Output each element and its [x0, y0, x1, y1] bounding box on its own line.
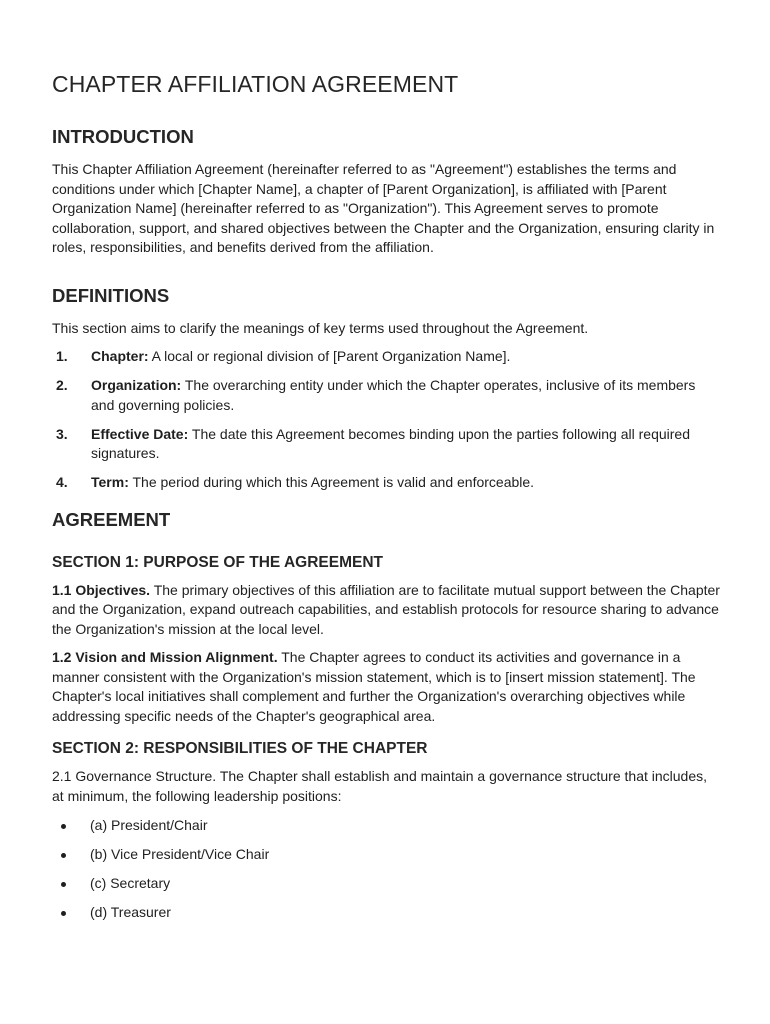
- role-label: (b) Vice President/Vice Chair: [90, 846, 270, 862]
- definition-number: 3.: [56, 425, 68, 442]
- clause-1-1: [52, 581, 720, 640]
- definition-term: Chapter:: [91, 348, 149, 364]
- definition-item: [52, 473, 720, 493]
- definition-number: 4.: [56, 474, 68, 490]
- definition-text: A local or regional division of [Parent Organization Name].: [148, 348, 511, 364]
- list-item: [52, 903, 720, 923]
- role-label: (a) President/Chair: [90, 817, 208, 833]
- definition-number: 2.: [56, 377, 68, 393]
- list-item: [52, 845, 720, 865]
- section-1-heading: SECTION 1: PURPOSE OF THE AGREEMENT: [52, 553, 383, 571]
- agreement-heading: AGREEMENT: [52, 508, 171, 530]
- document-title: CHAPTER AFFILIATION AGREEMENT: [52, 71, 459, 97]
- definition-term: Organization:: [91, 377, 182, 393]
- section-2-heading: SECTION 2: RESPONSIBILITIES OF THE CHAPTER: [52, 740, 428, 757]
- clause-1-2: [52, 648, 720, 726]
- bullet-icon: [61, 911, 66, 916]
- introduction-heading: INTRODUCTION: [52, 126, 194, 147]
- definitions-list: [52, 347, 720, 493]
- definitions-heading: DEFINITIONS: [52, 284, 170, 306]
- definition-item: [52, 425, 720, 464]
- introduction-paragraph: This Chapter Affiliation Agreement (hereinafter referred to as "Agreement") establishes the terms and conditions under which [Chapter Name], a chapter of [Parent Organization], is affiliated with [Parent Organization Name] (hereinafter referred to as "Organization"). This Agreement serves to promote collaboration, support, and shared objectives between the Chapter and the Organization, ensuring clarity in roles, responsibilities, and benefits derived from the affiliation.: [52, 161, 715, 255]
- clause-text: The Chapter agrees to conduct its activities and governance in a manner consistent with the Organization's mission statement, which is to [insert mission statement]. The Chapter's local initiatives shall complement and further the Organization's overarching objectives while addressing specific needs of the Chapter's geographical area.: [52, 649, 696, 724]
- clause-lead: 2.1 Governance Structure.: [52, 768, 217, 784]
- document-page: [52, 68, 720, 932]
- definitions-intro: This section aims to clarify the meanings of key terms used throughout the Agreement.: [52, 319, 589, 336]
- role-label: (d) Treasurer: [90, 904, 171, 920]
- role-label: (c) Secretary: [90, 875, 171, 891]
- clause-text: The Chapter shall establish and maintain a governance structure that includes, at minimum, the following leadership positions:: [52, 768, 708, 804]
- bullet-icon: [61, 882, 66, 887]
- definition-item: [52, 347, 720, 367]
- clause-lead: 1.1 Objectives.: [52, 581, 151, 598]
- list-item: [52, 816, 720, 836]
- definition-text: The period during which this Agreement is valid and enforceable.: [128, 474, 535, 490]
- definition-item: [52, 376, 720, 415]
- definition-text: The overarching entity under which the Chapter operates, inclusive of its members and governing policies.: [91, 377, 696, 413]
- bullet-icon: [61, 824, 66, 829]
- definition-term: Effective Date:: [91, 425, 189, 442]
- clause-lead: 1.2 Vision and Mission Alignment.: [52, 649, 278, 665]
- leadership-positions-list: [52, 816, 720, 923]
- definition-text: The date this Agreement becomes binding upon the parties following all required signatures.: [91, 425, 690, 461]
- clause-2-1: [52, 767, 720, 806]
- definition-term: Term:: [91, 474, 129, 490]
- bullet-icon: [61, 853, 66, 858]
- definition-number: 1.: [56, 348, 68, 364]
- clause-text: The primary objectives of this affiliation are to facilitate mutual support between the Chapter and the Organization, expand outreach capabilities, and establish protocols for resource sharing to advance the Organization's mission at the local level.: [52, 581, 720, 637]
- list-item: [52, 874, 720, 894]
